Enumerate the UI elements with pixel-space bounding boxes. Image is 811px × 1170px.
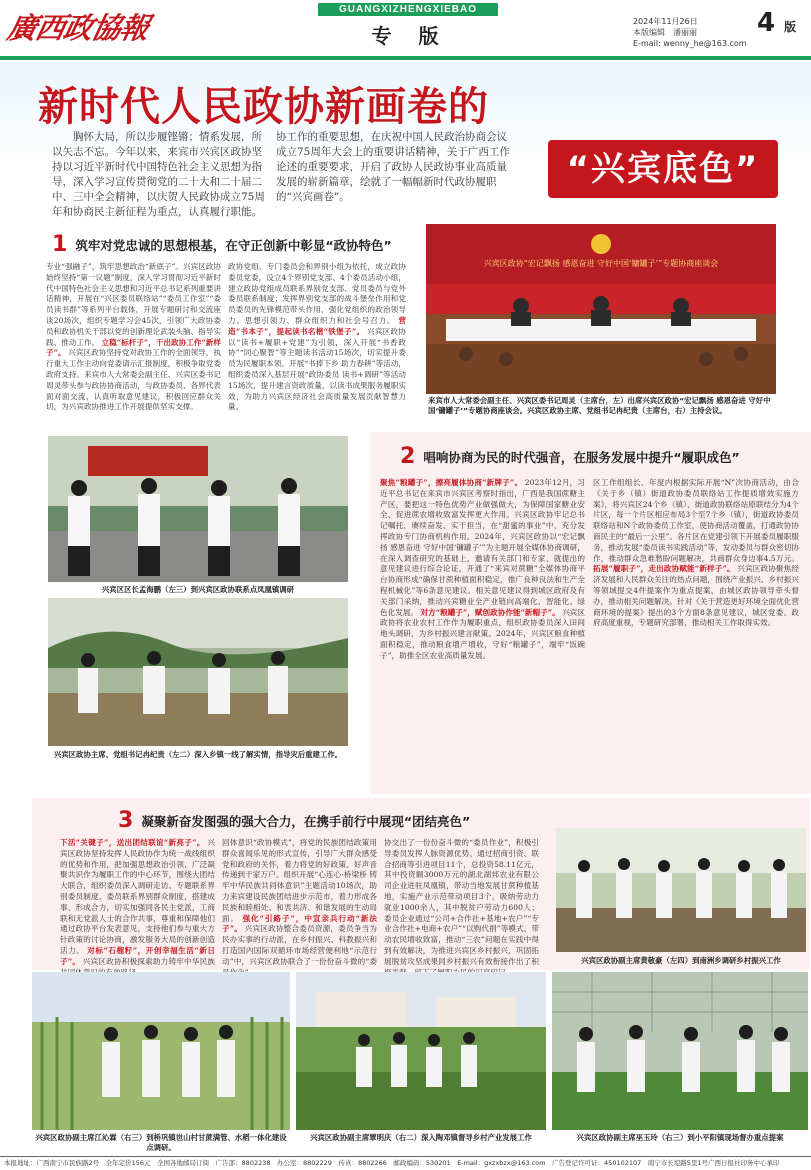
photo-field-visit-caption: 兴宾区区长孟海鹏（左三）到兴宾区政协联系点凤凰镇调研 bbox=[101, 585, 295, 594]
footer-publisher-info: 本报地址：广西南宁市民族路2号 全年定价156元 全国各地邮局订阅 广告部：8802238 办公室：8802229 传真：8802266 邮政编码：530201 E-mail：gxzxbzx@163.com 广告登记许可证：450102107 南宁市长堤路5里1号广西日报社印务中心承印 bbox=[0, 1156, 811, 1170]
section-name: 专 版 bbox=[371, 24, 449, 48]
section1-heading bbox=[52, 232, 392, 257]
section2-column-1 bbox=[380, 478, 585, 783]
meeting-illustration bbox=[426, 224, 776, 394]
section3-column-2 bbox=[222, 838, 377, 966]
section3-col1-text: 兴宾区政协坚持发挥人民政协作为统一战线组织的优势和作用，把加强思想政治引领、广泛凝聚共识作为履职工作的中心环节，围绕大团结大联合，组织委员深入调研走访、专题联系界别委员制度、委员联系界别群众制度，搭建成事、形成合力，切实加强同各民主党派、工商联和无党派人士的合作共事，尊重和保障他们通过政协平台发表意见，支持他们参与重大方针政策的讨论协商，激发服务大局的创新创造活力。 bbox=[60, 838, 215, 955]
page-editor: 本版编辑 潘丽丽 bbox=[633, 28, 697, 37]
issue-date: 2024年11月26日 bbox=[633, 17, 698, 26]
banner-subtitle: “兴宾底色” bbox=[548, 140, 778, 198]
header-divider bbox=[0, 56, 811, 60]
section1-col1-text: 专业“强融子”，筑牢思想政治“新底子”。兴宾区政协始终坚持“第一议题”制度，深入学习贯彻习近平新时代中国特色社会主义思想和习近平总书记系列重要讲话精神，开展在“兴区委员联络站”“委员工作室”“委员读书群”等系列平台载体，开展专题研讨和交流座谈20场次，组织专题学习会45次，引领广大政协委员和政协机关干部以党的创新理论武装头脑、指导实践、推动工作。 bbox=[46, 262, 221, 347]
section3-col2-subhead: 强化“引路子”，中宣亲兵行动“新法子”。 bbox=[222, 913, 378, 934]
section2-heading bbox=[400, 444, 740, 469]
reconstruction-illustration bbox=[48, 598, 348, 746]
section1-title: 筑牢对党忠诚的思想根基，在守正创新中彰显“政协特色” bbox=[75, 237, 392, 253]
section1-number: 1 bbox=[52, 232, 68, 257]
section1-column-2 bbox=[228, 262, 406, 412]
section2-col2-text-b: 兴宾区政协聚焦经济发展和人民群众关注的热点问题，围绕产业振兴、乡村振兴等领域提交4件提案作为重点提案，由城区政协领导牵头督办，推动相关问题解决。针对《关于营造更好环境全面优化营商环境的提案》提出的3个方面8条意见建议，城区党委、政府高度重视，专题研究部署，推动相关工作取得实效。 bbox=[593, 564, 799, 628]
rural-visit-illustration bbox=[556, 828, 806, 952]
photo-greenhouse-caption: 兴宾区政协副主席巫玉玲（右三）到小平阳镇现场督办重点提案 bbox=[576, 1133, 784, 1142]
section2-col1-text-b: 兴宾区政协将农业农村工作作为履职重点，组织政协委员深入田间地头调研，为乡村振兴建言献策。2024年，兴宾区粮食种植面积稳定，推动粮食增产增收，守好“粮罐子”，端牢“饭碗子”，助推全区农业高质量发展。 bbox=[380, 607, 585, 660]
section2-col1-subhead-2: 对方“粮罐子”，赋创政协作能“新帽子”。 bbox=[420, 607, 560, 617]
photo-sugarcane-field-caption: 兴宾区政协副主席江沁霖（右三）到桥巩镇岜山村甘蔗满管、水稻一体化建设点调研。 bbox=[35, 1133, 287, 1152]
industry-inspection-illustration bbox=[296, 972, 546, 1130]
section1-col2-text-b: 兴宾区政协以“读书+履职+党建”为引领，深入开展“书香政协”“同心聚智”等主题读书活动15场次，切实提升委员为民履职本领。开展“书捧下乡 助力春耕”等活动，组织委员深入基层开展“政协委员 读书+调研”等活动15场次，提升建言资政质量，以读书成果服务履职实效，为助力兴宾区经济社会高质量发展贡献智慧力量。 bbox=[228, 326, 407, 412]
section1-col1-text-b: 兴宾区政协坚持党对政协工作的全面领导，执行重大工作主动向党委请示汇报制度，积极争取党委政府支持。来宾市人大常委会副主任、兴宾区委书记周灵带头参与政协协商活动，与政协委员、各界代表面对面交流，认真听取意见建议，积极回应群众关切，为兴宾政协推进工作开展提供坚实支撑。 bbox=[46, 348, 222, 412]
photo-sugarcane-field bbox=[32, 972, 290, 1130]
section2-title: 唱响协商为民的时代强音，在服务发展中提升“履职成色” bbox=[423, 449, 740, 465]
photo-reconstruction bbox=[48, 598, 348, 746]
banner-title: 新时代人民政协新画卷的 bbox=[38, 84, 489, 130]
photo-field-visit bbox=[48, 436, 348, 582]
editor-email: E-mail: wenny_he@163.com bbox=[633, 39, 747, 48]
meeting-backdrop-text: 兴宾区政协“宏记飘扬 感恩奋进 守好中国‘镛罐子’”专题协商座谈会 bbox=[483, 259, 719, 268]
issue-info bbox=[633, 16, 753, 49]
photo-meeting bbox=[426, 224, 776, 394]
section2-col2-subhead: 拓展“履职子”，走出政协赋能“新样子”。 bbox=[593, 564, 735, 574]
section3-title: 凝聚新奋发图强的强大合力，在携手前行中展现“团结亮色” bbox=[141, 813, 471, 829]
section3-column-1 bbox=[60, 838, 215, 966]
section1-column-1 bbox=[46, 262, 221, 412]
section2-col1-subhead: 聚焦“粮罐子”，擦亮履体协商“新牌子”。 bbox=[380, 478, 523, 487]
section2-col2-text: 区工作组组长、年度内根据实际开展“N”次协商活动，由合《关于乡（镇）街道政协委员联络站工作提质增效实施方案》，将兴宾区24个乡（镇）、街道政协联络站原联结分为4个片区，每一个片区相应布局3个至7个乡（镇），街道政协委员联络站和N个政协委员工作室，使协商活动覆盖，打通政协协商民主的“最后一公里”。各片区在党建引领下开展委员履职服务，推动发展“委员读书实践活动”等，发动委员与群众密切协作，推动群众急难愁盼问题解决，共商群众身边事4.5万元。 bbox=[593, 478, 799, 563]
section3-col1-text-b: 兴宾区政协积极探索助力铸牢中华民族 bbox=[82, 956, 216, 966]
pinyin-title: GUANGXIZHENGXIEBAO bbox=[318, 3, 498, 16]
section3-col2-text: 回体意识“政协模式”，将党的民族团结政策用群众喜闻乐见的形式宣传，引导广大群众感受党和政府的关怀，着力将党的好政策、好声音传递到千家万户。组织开展“心连心·桥梁桥 铸牢中华民族共同体意识”主题活动10场次，助力来宾建设民族团结进步示范市，着力形成各民族和睦相处、和衷共济、和谐发展的生动局面。 bbox=[222, 838, 377, 923]
section3-col1-subhead-2: 对标“石榴籽”，开创幸福生活“新日子”。 bbox=[60, 945, 215, 966]
section3-number: 3 bbox=[118, 808, 134, 833]
newspaper-logo: 廣西政協報 bbox=[4, 11, 152, 45]
photo-greenhouse bbox=[552, 972, 808, 1130]
section3-col2-text-b: 兴宾区政协整合委员资源，委员争当为民办实事的行动派，在乡村振兴、科教振兴和打造国内国际双循环市场经营便利地“示范行动”中，兴宾区政协联合了一份份奋斗微的“委 bbox=[222, 924, 378, 966]
page-number-unit: 版 bbox=[784, 20, 797, 34]
section3-heading bbox=[118, 808, 470, 833]
section3-column-3 bbox=[384, 838, 539, 966]
photo-industry-inspection bbox=[296, 972, 546, 1130]
section3-col3-text: 协交出了一份份奋斗微的“委员作业”，积极引导委员发挥人脉资源优势、通过招商引资、联合招商等引进项目11个，总投资58.11亿元，其中投资额3000万元的湖北湖邦农业有限公司企业进驻凤凰镇，带动当地发展甘蔗种植基地，实施产业示范带动项目3个，吸纳劳动力就业1000余人，其中脱贫户劳动力600人；委员企业通过“公司+合作社+基地+农户”“专业合作社+电商+农户”“以购代捐”等模式，带动农民增收致富，推动“三农”问题在实践中得到有效解决，为推进兴宾区乡村振兴，巩固拓展脱贫攻坚成果同乡村振兴有效衔接作出了积 bbox=[384, 838, 539, 966]
photo-rural-visit-caption: 兴宾区政协副主席黄敬豪（左四）到南洲乡调研乡村振兴工作 bbox=[581, 956, 781, 965]
section1-col2-text: 政协党组、专门委员会和界别小组为依托，成立政协委员党委，设立4个界别党支部、4个委员活动小组，建立政协党组成员联系界别党支部、党员委员与党外委员联系制度；发挥界别党支部的战斗堡垒作用和党员委员的先锋模范带头作用，强化党组织的政治领导力、思想引领力、群众组织力和社会号召力。 bbox=[228, 262, 406, 325]
section1-col1-subhead: 立稳“标杆子”，干出政协工作“新样子”。 bbox=[46, 337, 221, 358]
section2-col1-text: 2023年12月，习近平总书记在来宾市兴宾区考察时指出，广西是我国蔗糖主产区，要把这一特色优势产业做强做大，为保障国家糖业安全、促进蔗农增收致富发挥更大作用。兴宾区政协牢记总书记嘱托，赓续奋发、实干担当，在“甜蜜的事业”中，充分发挥政协专门协商机构作用。2024年，兴宾区政协以“宏记飘扬 感恩奋进 守好中国‘镛罐子’”为主题开展全媒体协商调研，在深入调查研究的基础上，邀请有关部门和专家、就提出的意见建议进行综合论证，开通了“来宾对蔗糖”全媒体协商平台协商形成“确保甘蔗种植面积稳定，推广良种良法和生产全程机械化”等6条意见建议。相关意见建议得到城区政府及有关部门采纳，推动兴宾糖业全产业链向高端化、智能化、绿色化发展。 bbox=[380, 478, 585, 617]
greenhouse-illustration bbox=[552, 972, 808, 1130]
photo-rural-visit bbox=[556, 828, 806, 952]
section2-column-2 bbox=[593, 478, 799, 783]
page-number-value: 4 bbox=[757, 8, 776, 38]
lead-paragraph-left: 胸怀大局，所以步履铿锵；情系发展，所以矢志不忘。今年以来，来宾市兴宾区政协坚持以习近平新时代中国特色社会主义思想为指导，深入学习宣传贯彻党的二十大和二十届二中、三中全会精神，以庆贺人民政协成立75周年和协商民主新征程为重点，认真履行职能。 bbox=[52, 131, 265, 218]
lead-paragraph-right: 协工作的重要思想，在庆祝中国人民政治协商会议成立75周年大会上的重要讲话精神，关于广西工作论述的重要要求，开启了政协人民政协事业高质量发展的崭新篇章，绘就了一幅幅新时代政协履职的“兴宾画卷”。 bbox=[276, 131, 510, 203]
masthead bbox=[0, 0, 811, 58]
sugarcane-field-illustration bbox=[32, 972, 290, 1130]
section3-col1-subhead: 下活“关键子”，送出团结联谊“新亮子”。 bbox=[60, 838, 205, 847]
photo-reconstruction-caption: 兴宾区政协主席、党组书记冉纪贵（左二）深入乡镇一线了解实情，指导灾后重建工作。 bbox=[53, 750, 343, 759]
field-visit-illustration bbox=[48, 436, 348, 582]
page-number bbox=[757, 8, 811, 38]
section1-col2-subhead: 营造“书本子”，提起读书名楷“铁堡子”。 bbox=[228, 315, 406, 336]
section2-number: 2 bbox=[400, 444, 416, 469]
photo-industry-inspection-caption: 兴宾区政协副主席覃明庆（右二）深入陶邓镇督导乡村产业发展工作 bbox=[310, 1133, 532, 1142]
photo-meeting-caption: 来宾市人大常委会副主任、兴宾区委书记周灵（主席台，左）出席兴宾区政协“宏记飘扬 感恩奋进 守好中国‘镛罐子’”专题协商座谈会。兴宾区政协主席、党组书记冉纪贵（主席台，右）主持会议。 bbox=[428, 396, 771, 415]
